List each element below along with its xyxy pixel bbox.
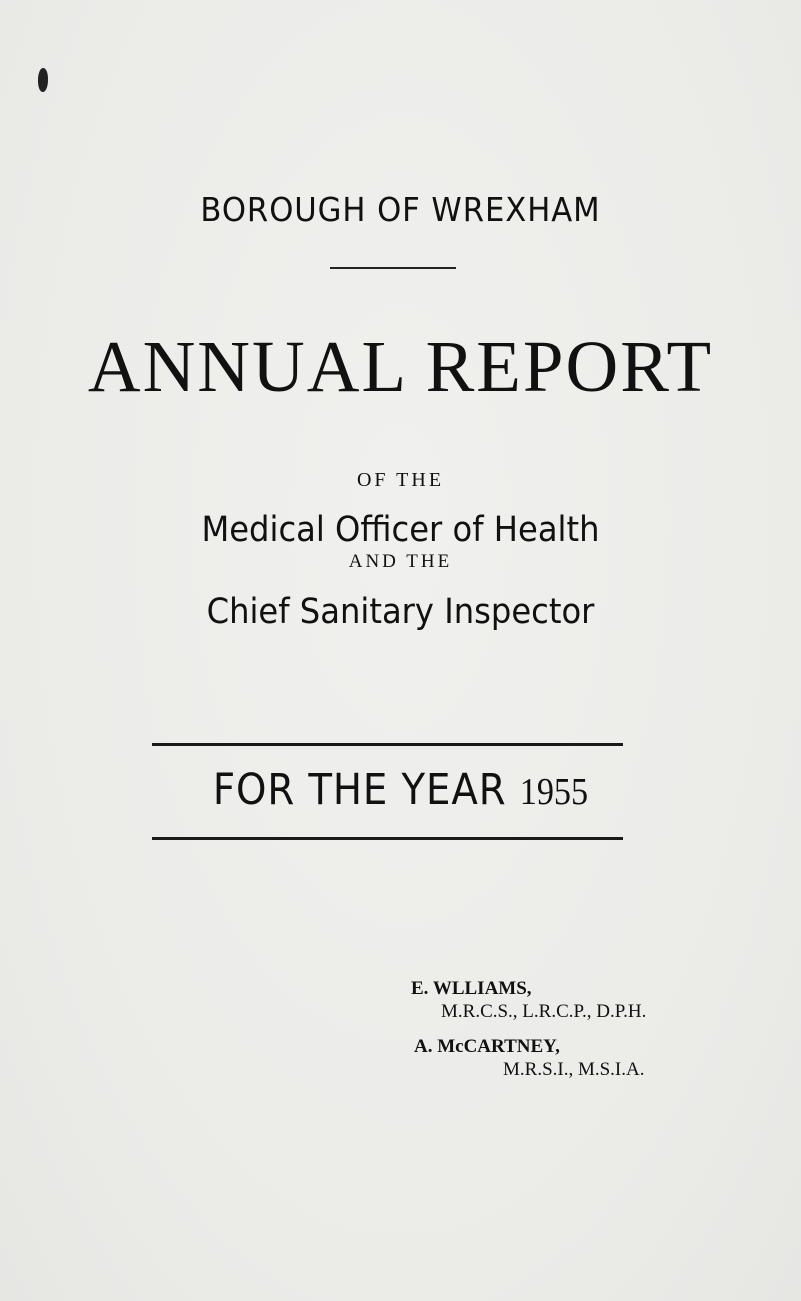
medical-officer-line: Medical Officer of Health (201, 510, 600, 550)
signatory-qualifications: M.R.S.I., M.S.I.A. (503, 1059, 645, 1080)
borough-heading: BOROUGH OF WREXHAM (200, 190, 601, 229)
top-year-divider (152, 743, 623, 746)
year-line (40, 765, 761, 817)
and-the-label: AND THE (348, 551, 453, 572)
signatory-name: A. McCARTNEY, (414, 1036, 560, 1057)
year-prefix: FOR THE YEAR (212, 765, 507, 815)
signatory-qualifications: M.R.C.S., L.R.C.P., D.P.H. (441, 1001, 647, 1022)
bottom-year-divider (152, 837, 623, 840)
report-title: ANNUAL REPORT (87, 326, 714, 407)
chief-inspector-line: Chief Sanitary Inspector (206, 592, 595, 632)
of-the-label: OF THE (356, 469, 445, 491)
short-divider (330, 267, 456, 269)
signatory-name: E. WLLIAMS, (411, 978, 532, 999)
year-value: 1955 (519, 771, 589, 813)
ink-blot (38, 68, 48, 92)
